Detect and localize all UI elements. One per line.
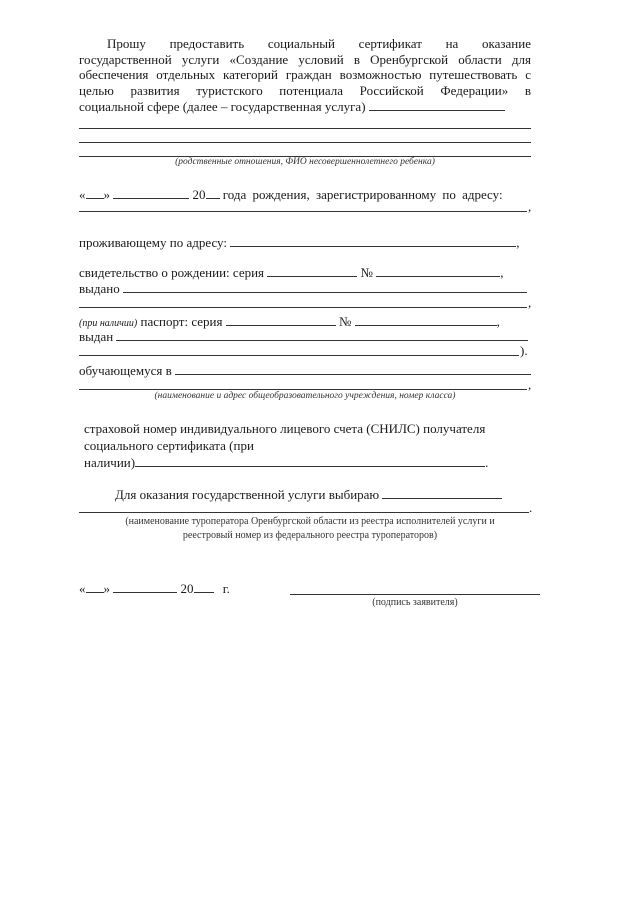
year-prefix: 20: [192, 187, 206, 202]
school-label: обучающемуся в: [79, 363, 172, 378]
relation-field-line-2[interactable]: [79, 128, 531, 129]
registration-comma: ,: [528, 199, 532, 214]
request-line-1: Прошу предоставить социальный сертификат на оказание: [107, 36, 531, 51]
snils-line-3-row: [84, 454, 488, 471]
school-row: [79, 362, 531, 379]
passport-if-any: (при наличии): [79, 318, 138, 329]
residence-label: проживающему по адресу:: [79, 235, 228, 250]
birth-cert-issued-row: [79, 280, 527, 297]
passport-issued-field-2[interactable]: [79, 355, 519, 356]
relation-caption: (родственные отношения, ФИО несовершеннолетнего ребенка): [175, 157, 435, 167]
sig-year-suffix: г.: [222, 581, 230, 596]
sig-year-field[interactable]: [194, 580, 214, 593]
operator-dot: .: [529, 500, 533, 515]
school-field-2[interactable]: [79, 389, 527, 390]
birth-cert-issued-field[interactable]: [123, 280, 527, 293]
passport-series-field[interactable]: [226, 313, 336, 326]
sig-day-field[interactable]: [86, 580, 104, 593]
residence-address-field[interactable]: [230, 234, 516, 247]
passport-issued-row: [79, 328, 528, 345]
sig-open-quote: «: [79, 581, 86, 596]
operator-row: [115, 486, 502, 503]
open-quote: «: [79, 187, 86, 202]
birth-cert-number-sign: №: [360, 265, 373, 280]
passport-number-sign: №: [338, 314, 352, 329]
passport-label: паспорт: серия: [140, 314, 223, 329]
signature-caption: (подпись заявителя): [372, 597, 458, 608]
operator-text: Для оказания государственной услуги выбираю: [115, 487, 380, 502]
date-row: [79, 580, 230, 597]
birth-cert-row: [79, 264, 503, 281]
request-line-5: [79, 98, 531, 115]
relation-field[interactable]: [369, 98, 505, 111]
snils-line-2: социального сертификата (при: [84, 438, 254, 453]
snils-line-1: страховой номер индивидуального лицевого счета (СНИЛС) получателя: [84, 421, 486, 436]
birth-day-field[interactable]: [86, 186, 104, 199]
operator-field[interactable]: [382, 486, 502, 499]
signature-field[interactable]: [290, 594, 540, 595]
operator-caption-2: реестровый номер из федерального реестра туроператоров): [182, 530, 438, 541]
birth-year-field[interactable]: [206, 186, 220, 199]
snils-field[interactable]: [135, 454, 485, 467]
sig-close-quote: »: [103, 581, 110, 596]
relation-field-line-3[interactable]: [79, 142, 531, 143]
snils-dot: .: [485, 455, 489, 470]
residence-comma: ,: [516, 235, 520, 250]
school-caption: (наименование и адрес общеобразовательного учреждения, номер класса): [154, 391, 456, 401]
sig-year-prefix: 20: [180, 581, 194, 596]
birth-cert-issued-field-2[interactable]: [79, 307, 527, 308]
request-line-4: целью развития туристского потенциала Российской Федерации» в: [79, 82, 531, 98]
request-line-3: обеспечения отдельных категорий граждан возможностью путешествовать с: [79, 67, 531, 83]
passport-number-field[interactable]: [355, 313, 497, 326]
passport-issued-field[interactable]: [116, 328, 528, 341]
operator-caption-1: (наименование туроператора Оренбургской области из реестра исполнителей услуги и: [125, 516, 495, 527]
birth-cert-number-field[interactable]: [376, 264, 500, 277]
passport-issued-label: выдан: [79, 329, 114, 344]
passport-close: ).: [520, 343, 528, 358]
sig-month-field[interactable]: [113, 580, 177, 593]
request-paragraph: [79, 36, 531, 115]
snils-if-any-label: наличии): [84, 455, 136, 470]
birth-cert-comma: ,: [500, 265, 504, 280]
school-comma: ,: [528, 377, 532, 392]
request-last-text: социальной сфере (далее – государственная услуга): [79, 99, 366, 115]
request-line-2: государственной услуги «Создание условий в Оренбургской области для: [79, 51, 531, 67]
birth-month-field[interactable]: [113, 186, 189, 199]
school-field[interactable]: [175, 362, 531, 375]
passport-comma: ,: [496, 314, 500, 329]
birth-cert-label: свидетельство о рождении: серия: [79, 265, 265, 280]
birth-cert-series-field[interactable]: [267, 264, 357, 277]
operator-field-2[interactable]: [79, 512, 529, 513]
birth-date-row: [79, 186, 531, 203]
residence-row: [79, 234, 520, 251]
registration-address-field[interactable]: [79, 211, 527, 212]
birth-cert-issued-label: выдано: [79, 281, 120, 296]
birth-text: года рождения, зарегистрированному по адресу:: [222, 187, 503, 202]
birth-cert-issued-comma: ,: [528, 295, 532, 310]
close-quote: »: [103, 187, 110, 202]
